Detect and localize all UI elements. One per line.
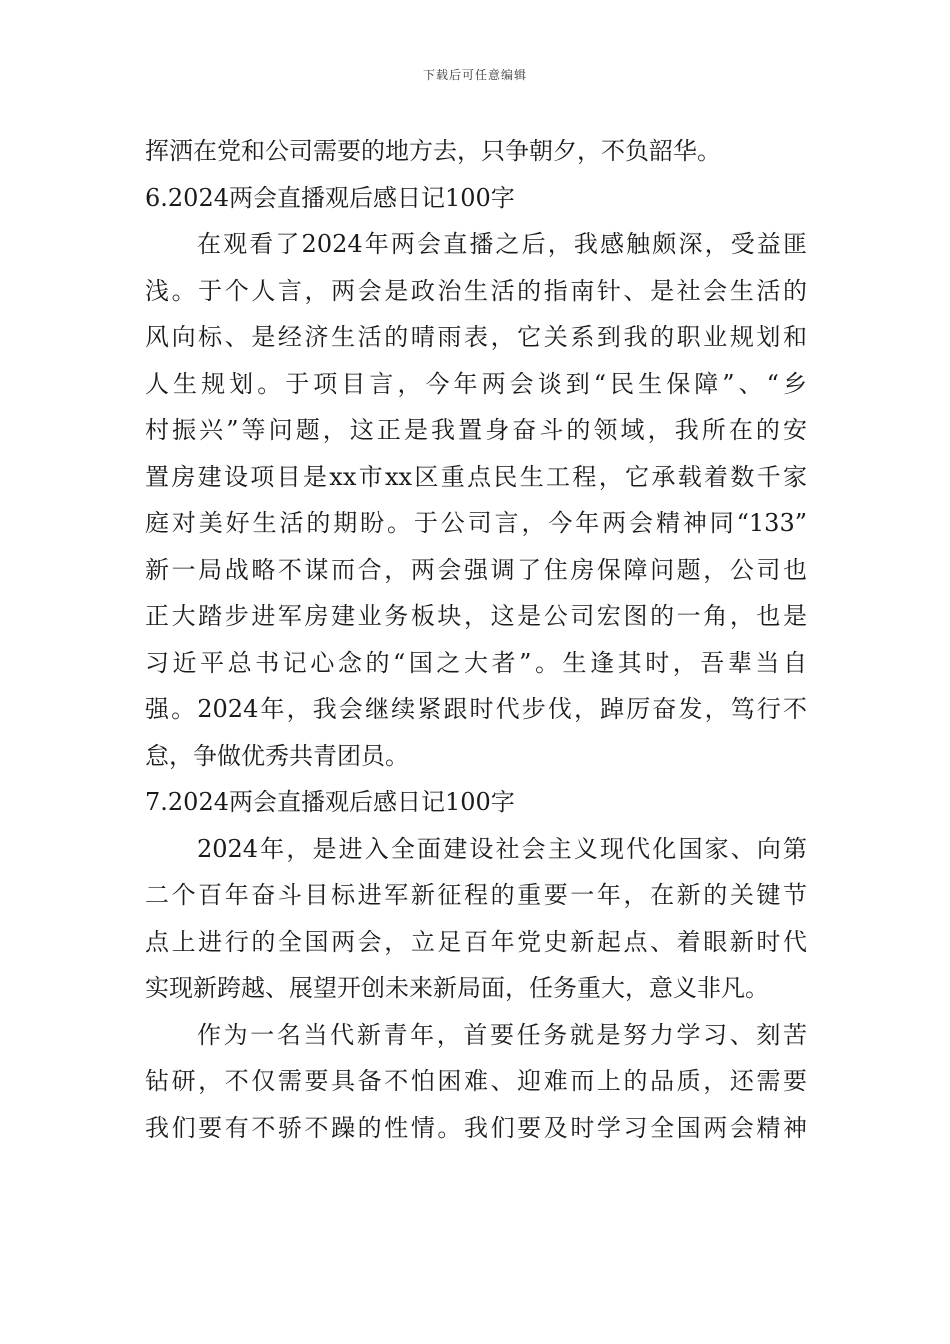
paragraph-line: 风向标、是经济生活的晴雨表，它关系到我的职业规划和 <box>145 323 807 351</box>
section-heading: 7.2024两会直播观后感日记100字 <box>145 788 515 816</box>
paragraph-line: 村振兴”等问题，这正是我置身奋斗的领域，我所在的安 <box>145 416 807 444</box>
paragraph-line: 强。2024年，我会继续紧跟时代步伐，踔厉奋发，笃行不 <box>145 695 807 723</box>
paragraph-line: 习近平总书记心念的“国之大者”。生逢其时，吾辈当自 <box>145 648 807 677</box>
paragraph-line: 正大踏步进军房建业务板块，这是公司宏图的一角，也是 <box>145 602 807 630</box>
paragraph-line: 怠，争做优秀共青团员。 <box>145 741 409 770</box>
paragraph-line: 2024年，是进入全面建设社会主义现代化国家、向第 <box>197 834 807 863</box>
paragraph-line: 作为一名当代新青年，首要任务就是努力学习、刻苦 <box>197 1020 807 1049</box>
paragraph-line: 置房建设项目是xx市xx区重点民生工程，它承载着数千家 <box>145 462 807 491</box>
paragraph-line: 在观看了2024年两会直播之后，我感触颇深，受益匪 <box>197 230 807 258</box>
paragraph-line: 实现新跨越、展望开创未来新局面，任务重大，意义非凡。 <box>145 974 769 1002</box>
page-header-note: 下载后可任意编辑 <box>422 68 527 82</box>
paragraph-line: 钻研，不仅需要具备不怕困难、迎难而上的品质，还需要 <box>145 1067 807 1095</box>
document-body <box>145 128 807 1151</box>
paragraph-line: 二个百年奋斗目标进军新征程的重要一年，在新的关键节 <box>145 881 807 909</box>
section-heading: 6.2024两会直播观后感日记100字 <box>145 183 515 212</box>
paragraph-line: 新一局战略不谋而合，两会强调了住房保障问题，公司也 <box>145 555 807 584</box>
paragraph-line: 人生规划。于项目言，今年两会谈到“民生保障”、“乡 <box>145 369 807 398</box>
paragraph-line: 庭对美好生活的期盼。于公司言，今年两会精神同“133” <box>145 509 807 537</box>
paragraph-line: 浅。于个人言，两会是政治生活的指南针、是社会生活的 <box>145 276 807 305</box>
paragraph-line: 挥洒在党和公司需要的地方去，只争朝夕，不负韶华。 <box>145 137 721 165</box>
paragraph-line: 点上进行的全国两会，立足百年党史新起点、着眼新时代 <box>145 927 807 956</box>
paragraph-line: 我们要有不骄不躁的性情。我们要及时学习全国两会精神 <box>145 1113 807 1142</box>
